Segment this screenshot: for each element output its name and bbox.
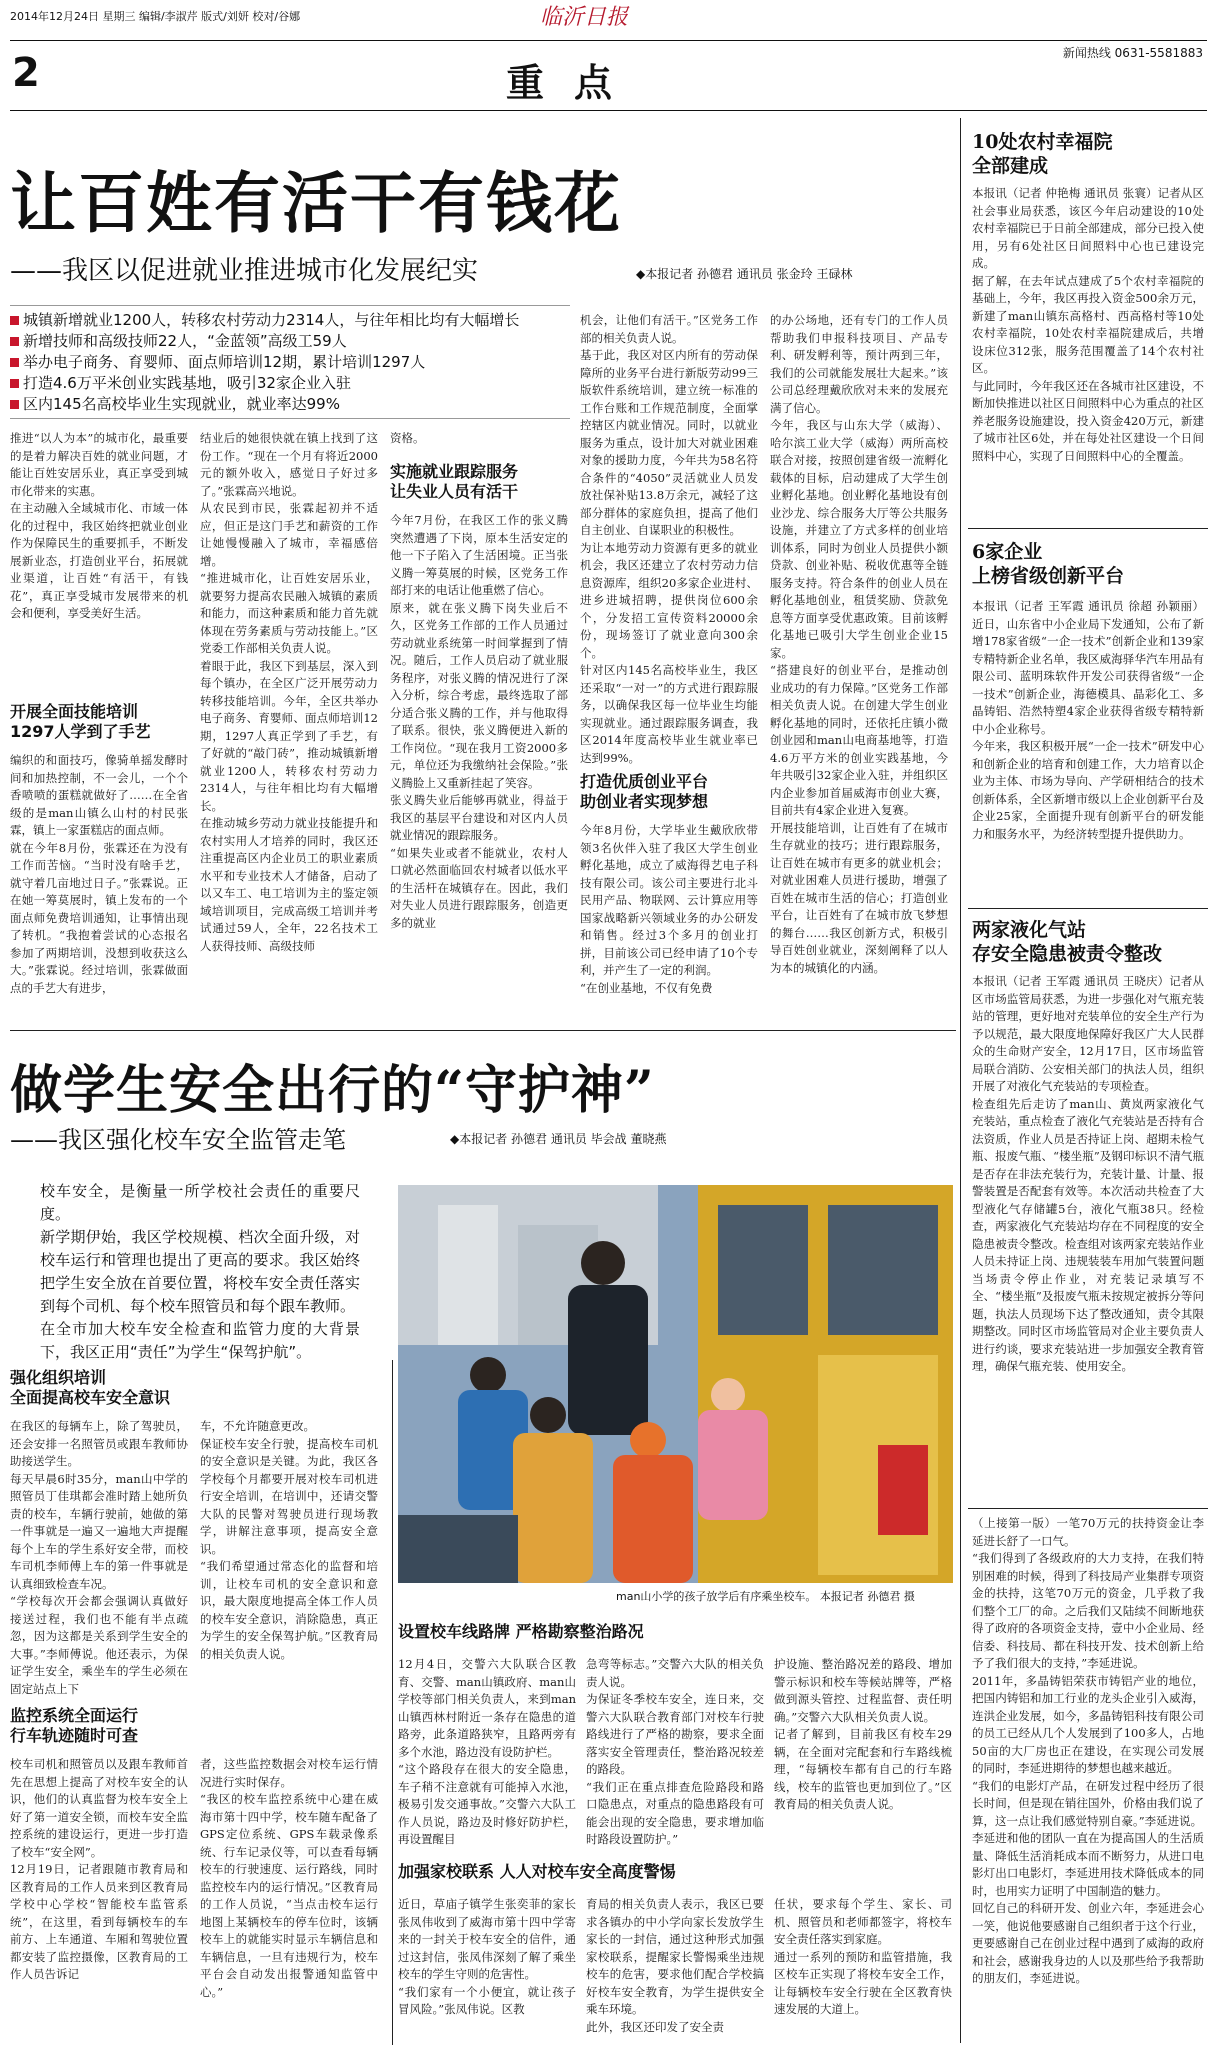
story2-c5: 12月4日，交警六大队联合区教育、交警、man山镇政府、man山学校等部门相关负责人，来到man山镇西林村附近一条存在隐患的道路旁，此条道路狭窄，且路两旁有多个水池，路边没有设防护栏。 “这个路段存在很大的安全隐患，车子稍不注意就有可能掉入水池，极易引发交通事故。”交警六大队工作人员说，路边及时修好防护栏，再设置醒目 [398,1657,576,1846]
story1-col2: 结业后的她很快就在镇上找到了这份工作。“现在一个月有将近2000元的额外收入，感觉日子好过多了。”张霖高兴地说。 从农民到市民，张霖起初并不适应，但正是这门手艺和薪资的工作让她慢慢融入了城市，幸福感倍增。 “推进城市化，让百姓安居乐业，就要努力提高农民融入城镇的素质和能力，而这种素质和能力首先就体现在劳务素质与劳动技能上。”区党委工作部相关负责人说。 着眼于此，我区下到基层，深入到每个镇办，在全区广泛开展劳动力转移技能培训。今年，全区共举办电子商务、育婴师、面点师培训12期，1297人真正学到了手艺，有了好就的“敲门砖”，推动城镇新增就业1200人，转移农村劳动力2314人，与往年相比均有大幅增长。 在推动城乡劳动力就业技能提升和农村实用人才培养的同时，我区还注重提高区内企业员工的职业素质水平和专业技术人才储备，启动了以又车工、电工培训为主的鉴定领域培训项目，完成高级工培训并考试通过59人，全年，22名技术工人获得技师、高级技师 [200,431,378,953]
brief3-body: 本报讯（记者 王军霞 通讯员 王晓庆）记者从区市场监管局获悉，为进一步强化对气瓶充装站的管理，更好地对充装单位的安全生产行为予以规范，最大限度地保障好我区广大人民群众的生命财产安全，12月17日，区市场监管局联合消防、公安相关部门的执法人员，组织开展了对液化气充装站的专项检查。 检查组先后走访了man山、黄岚两家液化气充装站，重点检查了液化气充装站是否持有合法资质，作业人员是否持证上岗、超期未检气瓶、报废气瓶、“楼坐瓶”及钢印标识不清气瓶是否存在非法充装行为，充装计量、计量、报警装置是否配套有效等。本次活动共检查了大型液化气存储罐5台，液化气瓶38只。经检查，两家液化气充装站均存在不同程度的安全隐患被责令整改。检查组对该两家充装站作业人员未持证上岗、违规装装车用加气装置问题当场责令停止作业，对充装记录填写不全、“楼坐瓶”及报废气瓶未按规定被拆分等问题，执法人员现场下达了整改通知，责令其限期整改。同时区市场监管局对企业主要负责人进行约谈，要求充装站进一步加强安全教育管理，确保气瓶充装、使用安全。 [972,974,1204,1373]
school-bus-photo [398,1185,953,1583]
story2-c9: 育局的相关负责人表示，我区已要求各镇办的中小学向家长发放学生家长的一封信，通过这种形式加强家校联系，提醒家长警惕乘坐违规校车的危害，要求他们配合学校搞好校车安全教育，为学生提供安全乘车环境。 此外，我区还印发了安全责 [586,1897,764,2034]
story2-subhead-monitoring: 监控系统全面运行 行车轨迹随时可查 [10,1706,139,1745]
brief2-body: 本报讯（记者 王军霞 通讯员 徐超 孙颖丽）近日，山东省中小企业局下发通知，公布了新增178家省级“一企一技术”创新企业和139家专精特新企业名单，我区威海驿华汽车用品有限公司、蓝明珠软件开发公司获得省级“一企一技术”创新企业，海德模具、晶彩化工、多晶铸铝、浩然特塑4家企业获得省级专精特新中小企业称号。 今年来，我区积极开展“一企一技术”研发中心和创新企业的培育和创建工作，大力培育以企业为主体、市场为导向、产学研相结合的技术创新体系，全区新增市级以上企业创新平台及企业25家，全面提升现有创新平台的研发能力和服务水平，为经济转型提升提供助力。 [972,599,1204,841]
news-hotline: 新闻热线 0631-5581883 [1062,46,1203,60]
highlight-item: 打造4.6万平米创业实践基地，吸引32家企业入驻 [10,373,570,394]
highlight-item: 新增技师和高级技师22人，“金蓝领”高级工59人 [10,331,570,352]
brief-divider [968,908,1208,909]
story2-c6: 急弯等标志。”交警六大队的相关负责人说。 为保证冬季校车安全，连日来，交警六大队联合教育部门对校车行驶路线进行了严格的勘察，要求全面落实安全管理责任，整治路况较差的路段。 “我们正在重点排查危险路段和路口隐患点，对重点的隐患路段有可能会出现的安全隐患，要求增加临时路段设置防护。” [586,1657,764,1846]
story2-c2: 车，不允许随意更改。 保证校车安全行驶，提高校车司机的安全意识是关键。为此，我区各学校每个月都要开展对校车司机进行安全培训，在培训中，还请交警大队的民警对驾驶员进行现场教学，讲解注意事项，提高安全意识。 “我们希望通过常态化的监督和培训，让校车司机的安全意识和意识，最大限度地提高全体工作人员的校车安全意识，消除隐患，真正为学生的安全保驾护航。”区教育局的相关负责人说。 [200,1419,378,1661]
square-bullet-icon [10,379,19,388]
story1-byline: ◆本报记者 孙德君 通讯员 张金玲 王碌林 [636,267,853,281]
school-bus-photo-illustration [398,1185,953,1583]
square-bullet-icon [10,358,19,367]
story2-c8: 近日，草庙子镇学生张奕菲的家长张凤伟收到了威海市第十四中学寄来的一封关于校车安全的信件，通过这封信，张凤伟深刻了解了乘坐校车的学生守则的危害性。 “我们家有一个小便宜，就让孩子冒风险。”张凤伟说。区教 [398,1897,576,2016]
masthead-logo: 临沂日报 [540,5,629,30]
brief-divider [968,1508,1208,1509]
brief2-title: 6家企业 上榜省级创新平台 [972,541,1125,587]
square-bullet-icon [10,316,19,325]
header-rule [10,40,1207,41]
story2-c10: 任状，要求每个学生、家长、司机、照管员和老师都签字，将校车安全责任落实到家庭。 通过一系列的预防和监管措施，我区校车正实现了将校车安全工作，让每辆校车安全行驶在全区教育快速发展的大道上。 [774,1897,952,2016]
header-bottom-rule [10,110,1207,111]
highlights-bottom-rule [10,418,570,419]
story1-deck: ——我区以促进就业推进城市化发展纪实 [10,256,479,286]
story2-deck: ——我区强化校车安全监管走笔 [10,1126,346,1154]
photo-caption: man山小学的孩子放学后有序乘坐校车。 本报记者 孙德君 摄 [616,1590,915,1603]
story2-headline: 做学生安全出行的“守护神” [10,1060,655,1121]
story2-c7: 护设施、整治路况差的路段、增加警示标识和校车等候站牌等，严格做到源头管控、过程监督、责任明确。”交警六大队相关负责人说。 记者了解到，目前我区有校车29辆，在全面对完配套和行车路线梳理，“每辆校车都有自己的行车路线，校车的监管也更加到位了。”区教育局的相关负责人说。 [774,1657,952,1811]
story2-lead: 校车安全，是衡量一所学校社会责任的重要尺度。 新学期伊始，我区学校规模、档次全面升级，对校车运行和管理也提出了更高的要求。我区始终把学生安全放在首要位置，将校车安全责任落实到每个司机、每个校车照管员和每个跟车教师。 在全市加大校车安全检查和监管力度的大背景下，我区正用“责任”为学生“保驾护航”。 [40,1182,360,1361]
square-bullet-icon [10,400,19,409]
sidebar-divider [960,118,961,2043]
highlight-item: 城镇新增就业1200人，转移农村劳动力2314人，与往年相比均有大幅增长 [10,310,570,331]
page-number: 2 [12,50,40,96]
story1-subhead-platform: 打造优质创业平台 助创业者实现梦想 [580,772,709,811]
story1-col3-head: 资格。 [390,431,425,445]
story2-byline: ◆本报记者 孙德君 通讯员 毕会战 董晓燕 [450,1132,667,1146]
square-bullet-icon [10,337,19,346]
story2-subhead-training: 强化组织培训 全面提高校车安全意识 [10,1368,171,1407]
section-title: 重点 [506,61,643,105]
story1-subhead-tracking: 实施就业跟踪服务 让失业人员有活干 [390,462,519,501]
story2-c1: 在我区的每辆车上，除了驾驶员，还会安排一名照管员或跟车教师协助接送学生。 每天早晨6时35分，man山中学的照管员丁佳琪都会准时踏上她所负责的校车，车辆行驶前，她做的第一件事就是一遍又一遍地大声提醒每个上车的学生系好安全带，而校车司机李师傅上车的第一件事就是认真细致检查车况。 “学校每次开会都会强调认真做好接送过程，我们也不能有半点疏忽，因为这都是关系到学生安全的大事。”李师傅说。他还表示，为保证学生安全，乘坐车的学生必须在固定站点上下 [10,1419,188,1696]
story1-col5: 的办公场地，还有专门的工作人员帮助我们申报科技项目、产品专利、研发孵利等，预计两到三年，我们的公司就能发展壮大起来。”该公司总经理戴欣欣对未来的发展充满了信心。 今年，我区与山东大学（威海）、哈尔滨工业大学（威海）两所高校联合对接，按照创建省级一流孵化载体的目标，启动建成了大学生创业孵化基地。创业孵化基地设有创业沙龙、综合服务大厅等公共服务设施，并建立了方式多样的创业培训体系，同时为创业人员提供小额贷款、创业补贴、税收优惠等全链服务支持。符合条件的创业人员在孵化基地创业，租赁奖励、贷款免息等方面享受优惠政策。目前该孵化基地已吸引大学生创业企业15家。 “搭建良好的创业平台，是推动创业成功的有力保障。”区党务工作部相关负责人说。在创建大学生创业孵化基地的同时，还依托庄镇小微创业园和man山电商基地等，打造4.6万平方米的创业实践基地，今年共吸引32家企业入驻，并组织区内企业参加首届威海市创业大赛，目前共有4家企业进入复赛。 开展技能培训，让百姓有了在城市生存就业的技巧；进行跟踪服务，让百姓在城市有更多的就业机会；对就业困难人员进行援助，增强了百姓在城市生活的信心；打造创业平台，让百姓有了在城市放飞梦想的舞台……我区创新方式，积极引导百姓创业就业，深刻阐释了以人为本的城镇化的内涵。 [770,313,948,975]
story2-c4: 者，这些监控数据会对校车运行情况进行实时保存。 “我区的校车监控系统中心建在威海市第十四中学，校车随车配备了GPS定位系统、GPS车载录像系统、行车记录仪等，可以查看每辆校车的行驶速度、运行路线，同时监控校车内的运行情况。”区教育局的工作人员说，“当点击校车运行地图上某辆校车的停车位时，该辆校车上的就能实时显示车辆信息和车辆信息，一旦有违规行为，校车平台会自动发出报警通知监管中心。” [200,1757,378,1999]
story1-headline: 让百姓有活干有钱花 [10,164,622,242]
story2-inner-divider [392,1360,393,2045]
story1-col4b: 今年8月份，大学毕业生戴欣欣带领3名伙伴入驻了我区大学生创业孵化基地，成立了威海得艺电子科技有限公司。该公司主要进行北斗民用产品、物联网、云计算应用等国家战略新兴领域业务的办公研发和销售。经过3个多月的创业打拼，目前该公司已经申请了10个专利，并产生了一定的利润。 “在创业基地，不仅有免费 [580,823,758,995]
story-divider [10,1030,956,1031]
highlights-top-rule [10,305,570,306]
story2-subhead-routes: 设置校车线路牌 严格勘察整治路况 [398,1622,644,1641]
story1-col1: 推进“以人为本”的城市化，最重要的是着力解决百姓的就业问题，才能让百姓安居乐业，真正享受到城市化带来的实惠。 在主动融入全域城市化、市域一体化的过程中，我区始终把就业创业作为保障民生的重要抓手，不断发展新业态，打造创业平台，拓展就业渠道，让百姓“有活干，有钱花”，真正享受城市发展带来的机会和便利，享受美好生活。 [10,431,188,620]
story2-subhead-family: 加强家校联系 人人对校车安全高度警惕 [398,1862,676,1881]
brief1-body: 本报讯（记者 仲艳梅 通讯员 张寰）记者从区社会事业局获悉，该区今年启动建设的10处农村幸福院已于日前全部建成，部分已投入使用，另有6处社区日间照料中心也已建设完成。 据了解，在去年试点建成了5个农村幸福院的基础上，今年，我区再投入资金500余万元，新建了man山镇东高格村、西高格村等10处农村幸福院，10处农村幸福院建成后，共增设床位312张，服务范围覆盖了14个农村社区。 与此同时，今年我区还在各城市社区建设，不断加快推进以社区日间照料中心为重点的社区养老服务设施建设，投入资金420万元，新建了城市社区6处，并在每处社区建设一个日间照料中心，实现了日间照料中心的全覆盖。 [972,186,1204,463]
brief3-title: 两家液化气站 存安全隐患被责令整改 [972,919,1163,965]
story1-col3b: 今年7月份，在我区工作的张义腾突然遭遇了下岗，原本生活安定的他一下子陷入了生活困境。正当张义腾一筹莫展的时候，区党务工作部打来的电话让他重燃了信心。 原来，就在张义腾下岗失业后不久，区党务工作部的工作人员通过劳动就业系统第一时间掌握到了情况。随后，工作人员启动了就业服务程序，对张义腾的情况进行了深入分析，综合考虑，最终选取了部分适合张义腾的工作，并与他取得了联系。很快，张义腾便进入新的工作岗位。“现在我月工资2000多元，单位还为我缴纳社会保险。”张义腾脸上又重新挂起了笑容。 张义腾失业后能够再就业，得益于我区的基层平台建设和对区内人员就业情况的跟踪服务。 “如果失业或者不能就业，农村人口就必然面临回农村城者以低水平的生活杆在城镇存在。因此，我们对失业人员进行跟踪服务，创造更多的就业 [390,513,568,930]
continued-from-page1: （上接第一版）一笔70万元的扶持资金让李延进长舒了一口气。 “我们得到了各级政府的大力支持，在我们特别困难的时候，得到了科技局产业集群专项资金的扶持，这笔70万元的资金，几乎救了我们整个工厂的命。之后我们又陆续不间断地获得了政府的各项资金支持，壹中小企业局、经信委、科技局、都在科技开发、技术创新上给予了我们很大的支持，”李延进说。 2011年，多晶铸铝荣获市铸铝产业的地位，把国内铸铝和加工行业的龙头企业引入威海，连洪企业发展，如今，多晶铸铝科技有限公司的员工已经从几个人发展到了100多人，占地50亩的大厂房也正在建设，在实现公司发展的同时，李延进期待的梦想也越来越近。 “我们的电影灯产品，在研发过程中经历了很长时间，但是现在销往国外，价格由我们说了算，这一点让我们感觉特别自豪。”李延进说。 李延进和他的团队一直在为提高国人的生活质量、降低生活消耗成本而不断努力，从进口电影灯出口电影灯，李延进用技术降低成本的同时，也用实力证明了中国制造的魅力。 回忆自己的科研开发、创业六年，李延进会心一笑，他说他要感谢自己组织者于这个行业，更要感谢自己在创业过程中遇到了威海的政府和社会，感谢我身边的人以及那些给予我帮助的朋友们，李延进说。 [972,1516,1204,1985]
story1-col4: 机会，让他们有活干。”区党务工作部的相关负责人说。 基于此，我区对区内所有的劳动保障所的业务平台进行新版劳动99三版软件系统培训，建立统一标准的工作台账和工作规范制度，全面掌控辖区内就业情况。同时，以就业服务为重点，设计加大对就业困难对象的援助力度，今年共为58名符合条件的“4050”灵活就业人员发放社保补贴13.8万余元，减轻了这部分群体的家庭负担，提高了他们自主创业、自谋职业的积极性。 为让本地劳动力资源有更多的就业机会，我区还建立了农村劳动力信息资源库，组织20多家企业进村、进乡进城招聘，提供岗位600余个，分发招工宣传资料20000余份，现场签订了就业意向300余个。 针对区内145名高校毕业生，我区还采取“一对一”的方式进行跟踪服务，以确保我区每一位毕业生均能实现就业。通过跟踪服务调查，我区2014年度高校毕业生就业率已达到99%。 [580,313,758,765]
highlight-item: 区内145名高校毕业生实现就业，就业率达99% [10,394,570,415]
story1-subhead-training: 开展全面技能培训 1297人学到了手艺 [10,702,151,741]
story2-c3: 校车司机和照管员以及跟车教师首先在思想上提高了对校车安全的认识，他们的认真监督为校车安全上好了第一道安全锁，而校车安全监控系统的建设运行，更进一步打造了校车“安全网”。 12月19日，记者跟随市教育局和区教育局的工作人员来到区教育局学校中心学校“智能校车监管系统”，在这里，看到每辆校车的车前方、上车通道、车厢和驾驶位置都安装了监控摄像，区教育局的工作人员告诉记 [10,1757,188,1981]
highlight-item: 举办电子商务、育婴师、面点师培训12期，累计培训1297人 [10,352,570,373]
story1-col1b: 编织的和面技巧，像骑单摇发酵时间和加热控制，不一会儿，一个个香喷喷的蛋糕就做好了……在全省级的是man山镇么山村的村民张霖，镇上一家蛋糕店的面点师。 就在今年8月份，张霖还在为没有工作而苦恼。“当时没有啥手艺，就守着几亩地过日子。”张霖说。正在她一筹莫展时，镇上发布的一个面点师免费培训通知，让事情出现了转机。“我抱着尝试的心态报名参加了两期培训，没想到收获这么大。”张霖说。经过培训，张霖做面点的手艺大有进步， [10,753,188,995]
issue-date-line: 2014年12月24日 星期三 编辑/李淑芹 版式/刘妍 校对/谷娜 [10,10,301,23]
brief1-title: 10处农村幸福院 全部建成 [972,131,1113,177]
story1-highlights [10,310,570,415]
brief-divider [968,528,1208,529]
